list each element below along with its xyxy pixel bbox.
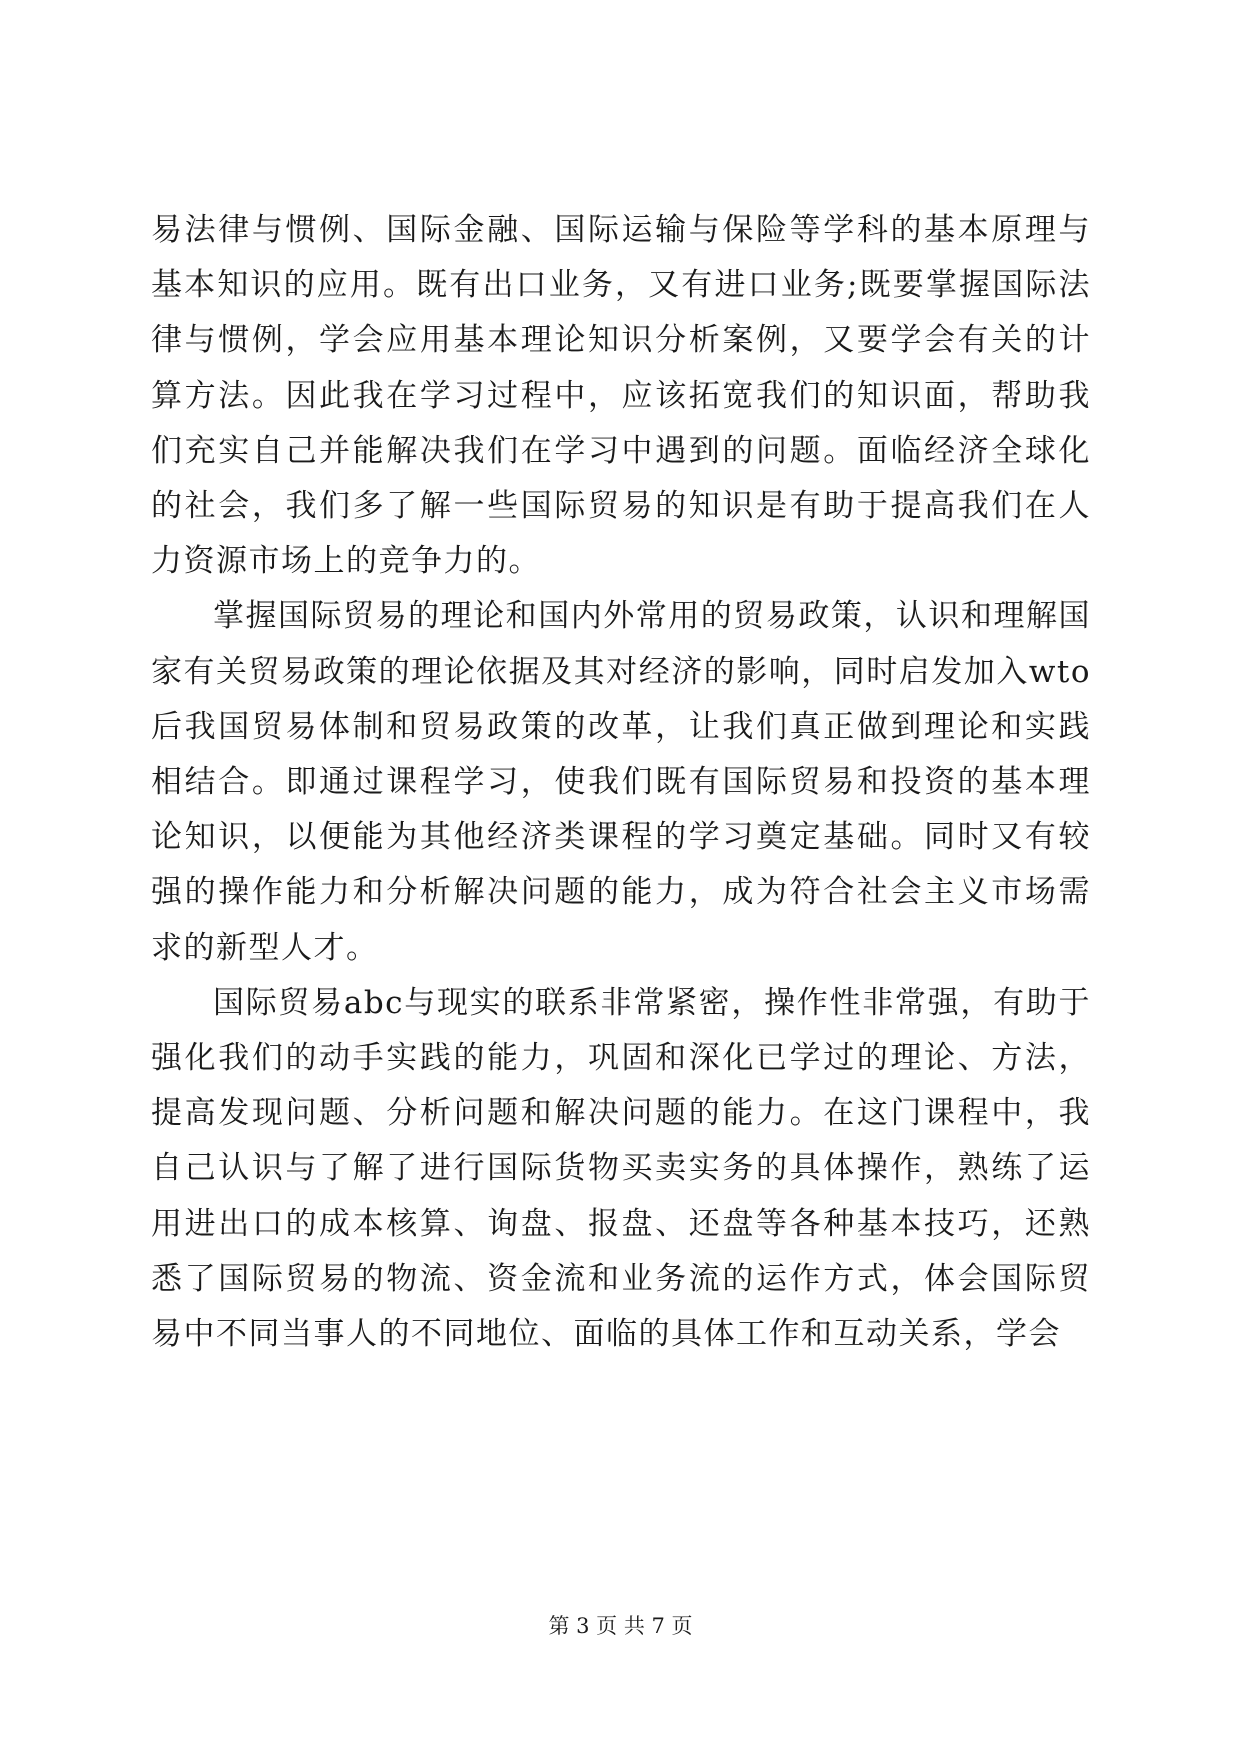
paragraph-2: 掌握国际贸易的理论和国内外常用的贸易政策，认识和理解国家有关贸易政策的理论依据及其对经济的影响，同时启发加入wto后我国贸易体制和贸易政策的改革，让我们真正做到理论和实践相结合。即通过课程学习，使我们既有国际贸易和投资的基本理论知识，以便能为其他经济类课程的学习奠定基础。同时又有较强的操作能力和分析解决问题的能力，成为符合社会主义市场需求的新型人才。 [151, 598, 1091, 966]
paragraph-1: 易法律与惯例、国际金融、国际运输与保险等学科的基本原理与基本知识的应用。既有出口业务，又有进口业务;既要掌握国际法律与惯例，学会应用基本理论知识分析案例，又要学会有关的计算方法。因此我在学习过程中，应该拓宽我们的知识面，帮助我们充实自己并能解决我们在学习中遇到的问题。面临经济全球化的社会，我们多了解一些国际贸易的知识是有助于提高我们在人力资源市场上的竞争力的。 [151, 212, 1091, 580]
paragraph-3: 国际贸易abc与现实的联系非常紧密，操作性非常强，有助于强化我们的动手实践的能力，巩固和深化已学过的理论、方法，提高发现问题、分析问题和解决问题的能力。在这门课程中，我自己认识与了解了进行国际货物买卖实务的具体操作，熟练了运用进出口的成本核算、询盘、报盘、还盘等各种基本技巧，还熟悉了国际贸易的物流、资金流和业务流的运作方式，体会国际贸易中不同当事人的不同地位、面临的具体工作和互动关系，学会 [151, 984, 1091, 1353]
page-number-footer: 第 3 页 共 7 页 [548, 1614, 693, 1638]
document-body [151, 203, 1091, 1362]
